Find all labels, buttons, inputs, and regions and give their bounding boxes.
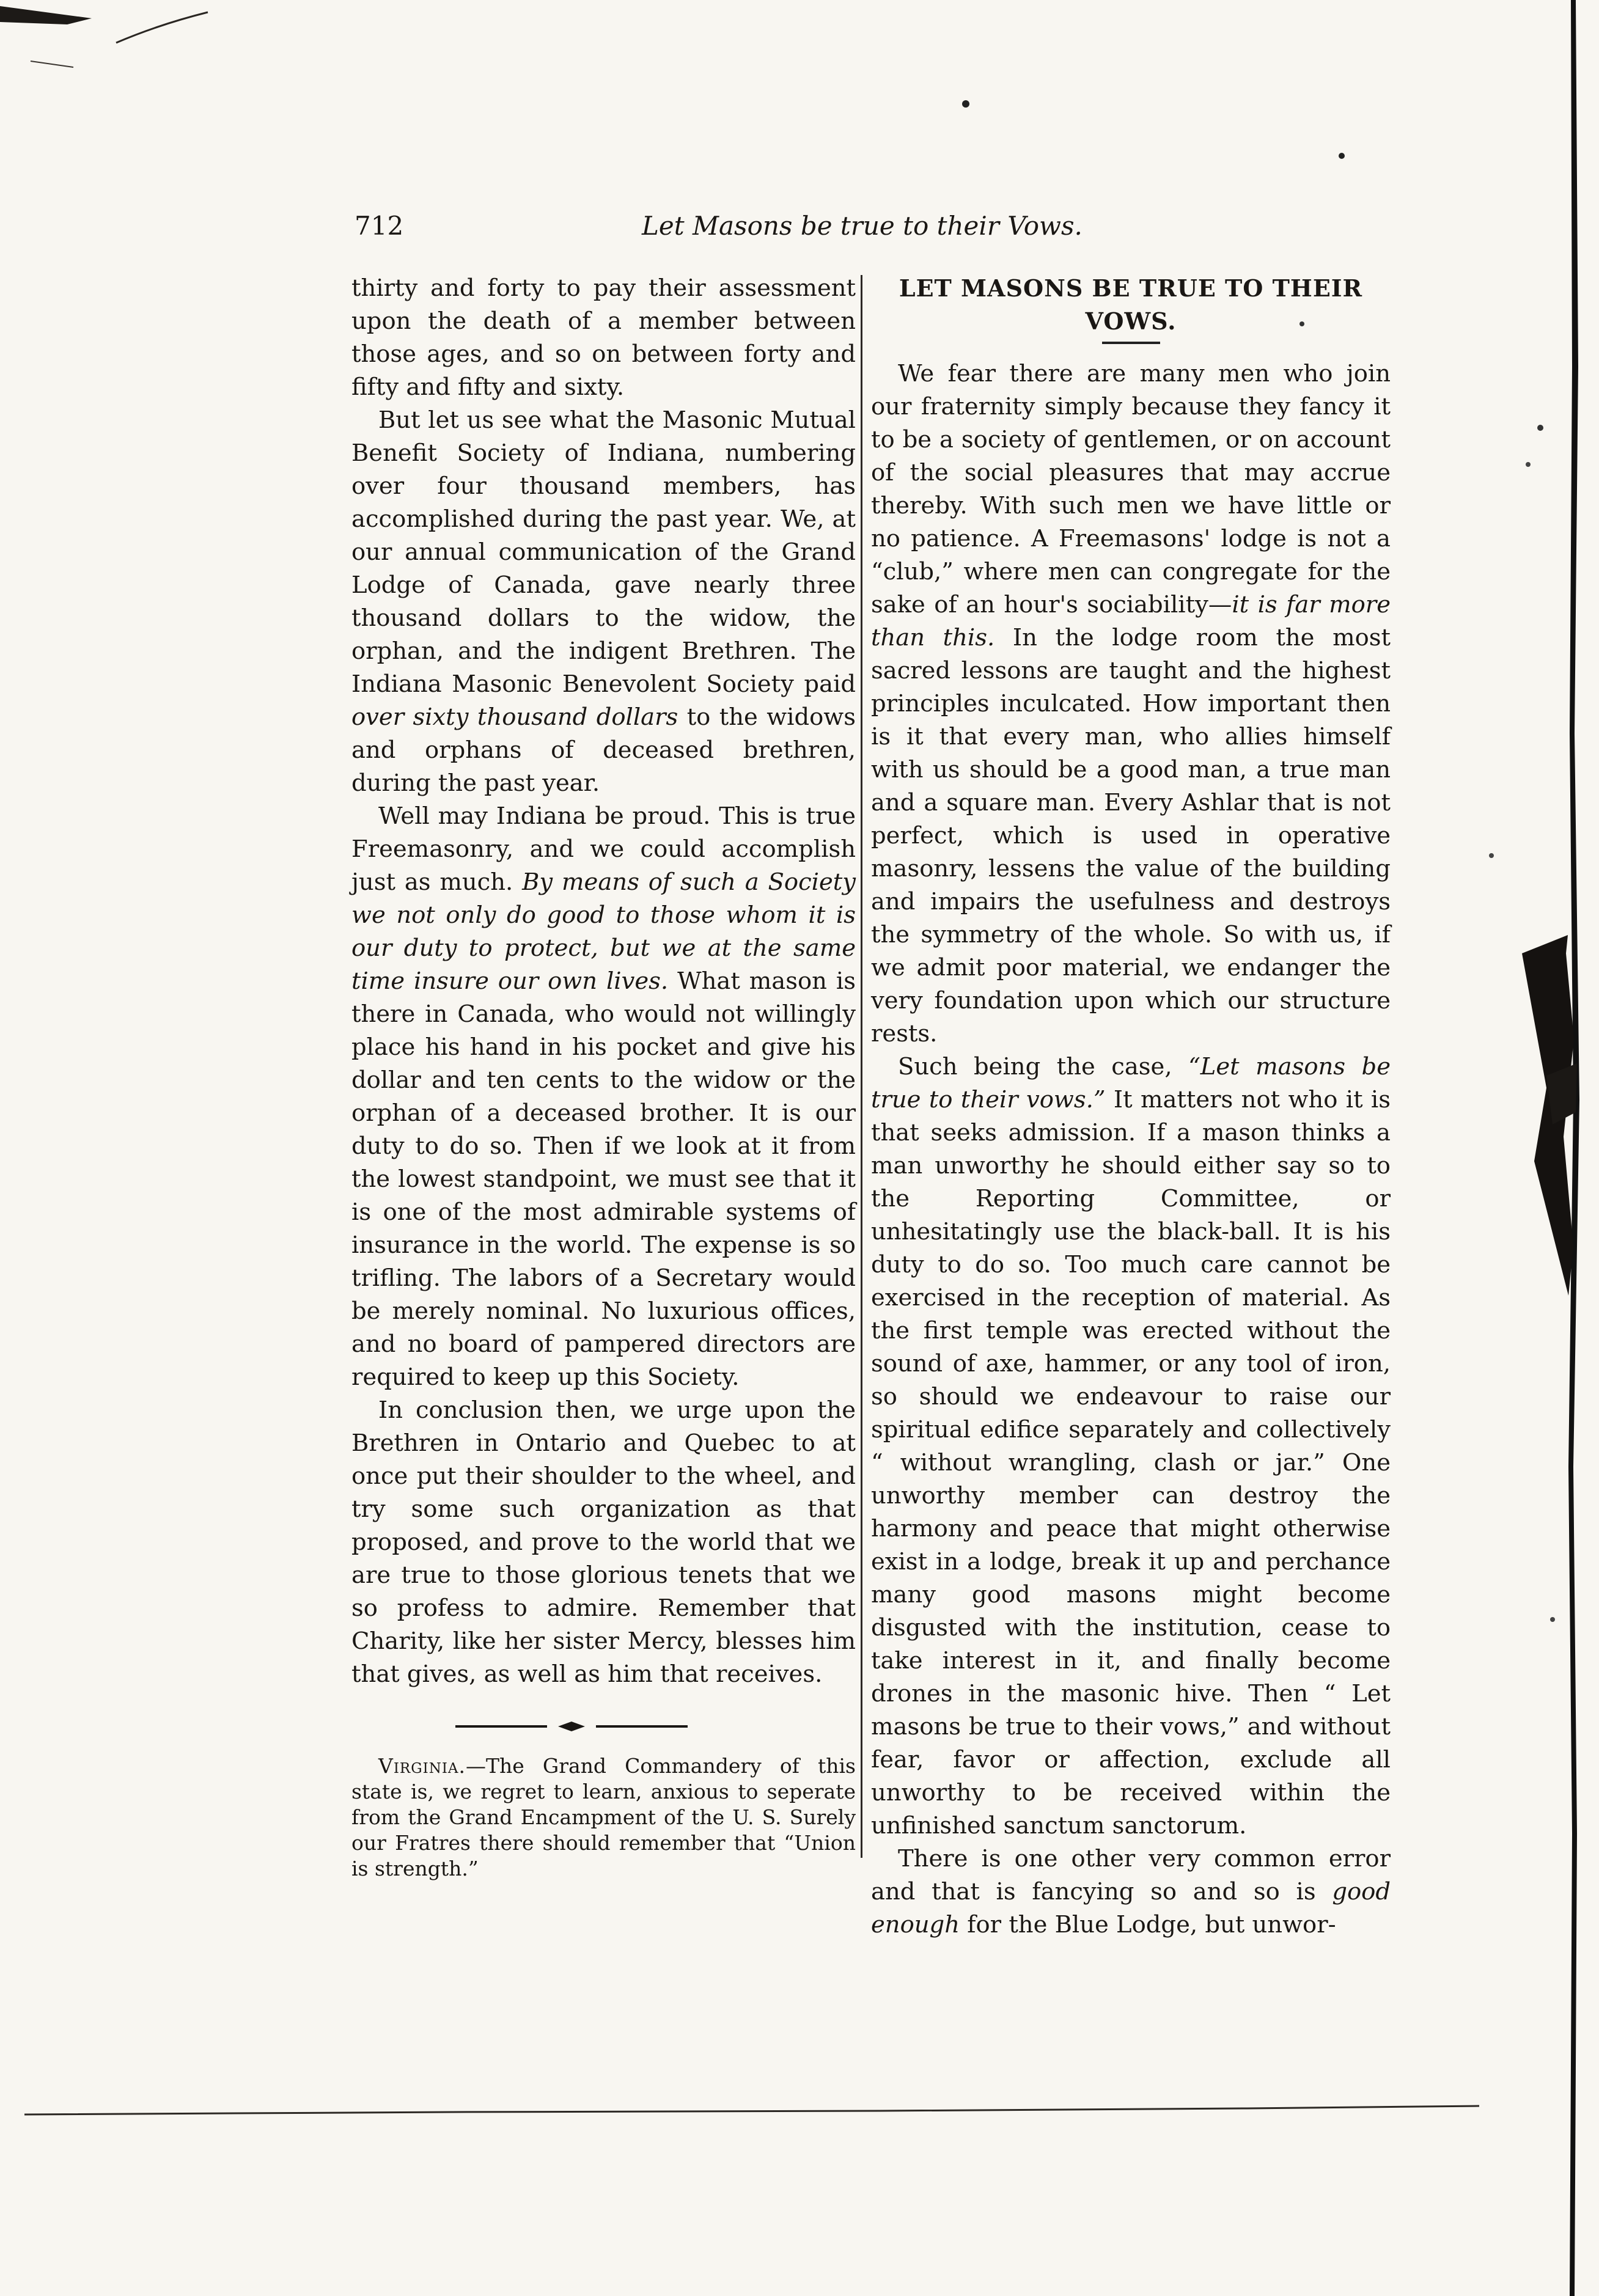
note-body: —The Grand Commandery of this state is, we regret to learn, anxious to seperate from the Grand Encampment of the U. S. Surely our Fratres there should remember that “Union is strength.”	[351, 1754, 856, 1880]
paragraph-conclusion: In conclusion then, we urge upon the Brethren in Ontario and Quebec to at once put their shoulder to the wheel, and try some such organization as that proposed, and prove to the world that we are true to those glorious tenets that we so profess to admire. Remember that Charity, like her sister Mercy, blesses him that gives, as well as him that receives.	[351, 1396, 856, 1688]
running-head	[355, 211, 1394, 248]
text-run: There is one other very common error and that is fancying so and so is	[871, 1845, 1391, 1905]
news-note-virginia	[351, 1753, 856, 1882]
text-run: In the lodge room the most sacred lessons are taught and the highest principles inculcated. How important then is it that every man, who allies himself with us should be a good man, a true man and a square man. Every Ashlar that is not perfect, which is used in operative masonry, lessens the value of the building and impairs the usefulness and destroys the symmetry of the whole. So with us, if we admit poor material, we endanger the very foundation upon which our structure rests.	[871, 624, 1391, 1047]
emphasis-text: over sixty thousand dollars	[351, 703, 678, 731]
text-run: But let us see what the Masonic Mutual Benefit Society of Indiana, numbering over four thousand members, has accomplished during the past year. We, at our annual communication of the Grand Lodge of Canada, gave nearly three thousand dollars to the widow, the orphan, and the indigent Brethren. The Indiana Masonic Benevolent Society paid	[351, 406, 856, 698]
right-column	[871, 272, 1391, 1942]
text-run: It matters not who it is that seeks admission. If a mason thinks a man unworthy he should either say so to the Reporting Committee, or unhesitatingly use the black-ball. It is his duty to do so. Too much care cannot be exercised in the reception of material. As the first temple was erected without the sound of axe, hammer, or any tool of iron, so should we endeavour to raise our spiritual edifice separately and collectively “ without wrangling, clash or jar.” One unworthy member can destroy the harmony and peace that might otherwise exist in a lodge, break it up and perchance many good masons might become disgusted with the institution, cease to take interest in it, and finally become drones in the masonic hive. Then “ Let masons be true to their vows,” and without fear, favor or affection, exclude all unworthy to be received within the unfinished sanctum sanctorum.	[871, 1086, 1391, 1839]
running-title: Let Masons be true to their Vows.	[642, 211, 1083, 241]
paragraph-admission	[871, 1051, 1391, 1843]
text-run: We fear there are many men who join our fraternity simply because they fancy it to be a society of gentlemen, or on account of the social pleasures that may accrue thereby. With such men we have little or no patience. A Freemasons' lodge is not a “club,” where men can congregate for the sake of an hour's sociability—	[871, 360, 1391, 618]
emphasis-text: By means of such a Society we not only do good to those whom it is our duty to protect, but we at the same time insure our own lives.	[351, 868, 856, 995]
paragraph-continued: thirty and forty to pay their assessment upon the death of a member between those ages, and so on between forty and fifty and fifty and sixty.	[351, 274, 856, 401]
text-run: What mason is there in Canada, who would not willingly place his hand in his pocket and give his dollar and ten cents to the widow or the orphan of a deceased brother. It is our duty to do so. Then if we look at it from the lowest standpoint, we must see that it is one of the most admirable systems of insurance in the world. The expense is so trifling. The labors of a Secretary would be merely nominal. No luxurious offices, and no board of pampered directors are required to keep up this Society.	[351, 967, 856, 1391]
fleuron-ornament	[455, 1720, 688, 1733]
bottom-rule	[24, 2102, 1491, 2127]
scan-binding-edge	[1510, 0, 1599, 2296]
page-number: 712	[355, 211, 404, 241]
emphasis-text: it is far more than this.	[871, 591, 1391, 651]
text-run: Well may Indiana be proud. This is true Freemasonry, and we could accomplish just as much.	[351, 802, 856, 896]
left-column	[351, 272, 856, 1882]
paragraph-indiana-society	[351, 404, 856, 800]
paragraph-indiana-proud	[351, 800, 856, 1394]
title-rule	[1102, 342, 1160, 344]
article-title: LET MASONS BE TRUE TO THEIR VOWS.	[899, 274, 1363, 335]
emphasis-text: “Let masons be true to their vows.”	[871, 1053, 1391, 1113]
note-heading: Virginia.	[378, 1754, 466, 1778]
text-run: for the Blue Lodge, but unwor-	[967, 1911, 1336, 1938]
text-run: Such being the case,	[898, 1053, 1172, 1080]
paragraph-common-error	[871, 1843, 1391, 1942]
emphasis-text: good enough	[871, 1878, 1391, 1938]
column-divider	[861, 275, 862, 1858]
text-run: to the widows and orphans of deceased brethren, during the past year.	[351, 703, 856, 797]
paragraph-fraternity	[871, 358, 1391, 1051]
ornament-divider	[351, 1712, 856, 1742]
